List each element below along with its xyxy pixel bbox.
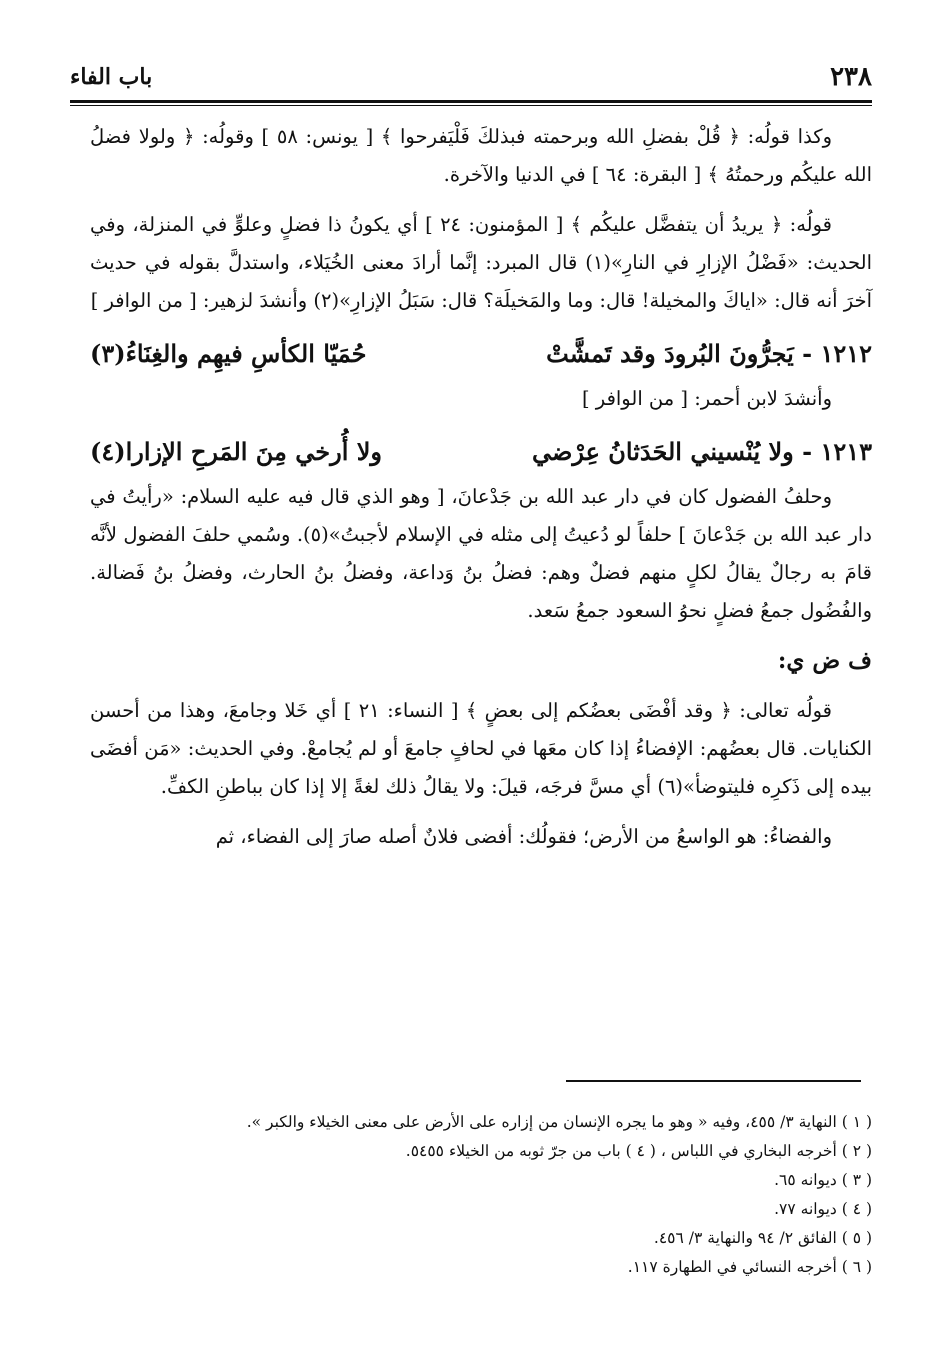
paragraph: قولُه: ﴿ يريدُ أن يتفضَّل عليكُم ﴾ [ المؤمنون: ٢٤ ] أي يكونُ ذا فضلٍ وعلوٍّ في المنزلة، وفي الحديث: «فَضْلُ الإزارِ في النارِ»(١) قال المبرد: إنَّما أرادَ معنى الخُيَلاء، واستدلَّ بقوله في حديث آخرَ أنه قال: «اياكَ والمخيلة! قال: وما والمَخيلَة؟ قال: سَبَلُ الإزارِ»(٢) وأنشدَ لزهير: [ من الوافر ] bbox=[90, 213, 872, 312]
paragraph: وكذا قولُه: ﴿ قُلْ بفضلِ الله وبرحمته فبذلكَ فَلْيَفرحوا ﴾ [ يونس: ٥٨ ] وقولُه: ﴿ ولولا فضلُ الله عليكُم ورحمتُهُ ﴾ [ البقرة: ٦٤ ] في الدنيا والآخرة. bbox=[90, 125, 872, 186]
paragraph: قولُه تعالى: ﴿ وقد أفْضَى بعضُكم إلى بعضٍ ﴾ [ النساء: ٢١ ] أي خَلا وجامعَ، وهذا من أحسن الكنايات. قال بعضُهم: الإفضاءُ إذا كان معَها في لحافٍ جامعَ أو لم يُجامعْ. وفي الحديث: «مَن أفضَى بيده إلى ذَكرِه فليتوضأ»(٦) أي مسَّ فرجَه، قيلَ: ولا يقالُ ذلك لغةً إلا إذا كان بباطنِ الكفِّ. bbox=[90, 699, 872, 798]
header-rule-thin bbox=[70, 105, 872, 106]
footnotes bbox=[90, 1108, 872, 1282]
paragraph: وحلفُ الفضول كان في دار عبد الله بن جَدْعانَ، [ وهو الذي قال فيه عليه السلام: «رأيتُ في دار عبد الله بن جَدْعانَ ] حلفاً لو دُعيتُ إلى مثله في الإسلام لأجبتُ»(٥). وسُمي حلفَ الفضول لأنَّه قامَ به رجالٌ يقالُ لكلٍ منهم فضلٌ وهم: فضلُ بنُ وَداعة، وفضلُ بنُ الحارث، وفضلُ بنُ فَضالة. والفُضُول جمعُ فضلٍ نحوُ السعود جمعُ سَعد. bbox=[90, 485, 872, 622]
footnote-rule bbox=[566, 1080, 861, 1082]
footnote: ( ٣ ) ديوانه ٦٥. bbox=[774, 1171, 872, 1189]
verse-intro: وأنشدَ لابن أحمر: [ من الوافر ] bbox=[582, 387, 832, 410]
footnote: ( ٥ ) الفائق ٢/ ٩٤ والنهاية ٣/ ٤٥٦. bbox=[653, 1229, 872, 1247]
page-number: ٢٣٨ bbox=[830, 62, 872, 92]
verse-first-hemistich: ١٢١٢ - يَجرُّونَ البُرودَ وقد تَمشَّتْ bbox=[546, 339, 872, 368]
footnote: ( ٢ ) أخرجه البخاري في اللباس ، ( ٤ ) باب من جرّ ثوبه من الخيلاء ٥٤٥٥. bbox=[405, 1142, 872, 1160]
verse-first-hemistich: ١٢١٣ - ولا يُنْسيني الحَدَثانُ عِرْضي bbox=[531, 437, 872, 466]
verse-second-hemistich: ولا أُرخي مِنَ المَرحِ الإزارا(٤) bbox=[90, 437, 382, 466]
page-header bbox=[70, 62, 872, 102]
header-rule bbox=[70, 100, 872, 103]
footnote: ( ١ ) النهاية ٣/ ٤٥٥، وفيه « وهو ما يجره الإنسان من إزاره على الأرض على معنى الخيلاء والكبر ». bbox=[246, 1113, 872, 1131]
root-heading: ف ض ي: bbox=[777, 647, 872, 674]
verse-1212 bbox=[90, 332, 872, 376]
footnote: ( ٤ ) ديوانه ٧٧. bbox=[774, 1200, 872, 1218]
verse-1213 bbox=[90, 430, 872, 474]
running-head: باب الفاء bbox=[70, 64, 153, 90]
main-text bbox=[90, 118, 872, 868]
paragraph: والفضاءُ: هو الواسعُ من الأرض؛ فقولُك: أفضى فلانٌ أصله صارَ إلى الفضاء، ثم bbox=[215, 825, 832, 848]
verse-second-hemistich: حُمَيّا الكأسِ فيهِم والغِنَاءُ(٣) bbox=[90, 339, 367, 368]
footnote: ( ٦ ) أخرجه النسائي في الطهارة ١١٧. bbox=[627, 1258, 872, 1276]
